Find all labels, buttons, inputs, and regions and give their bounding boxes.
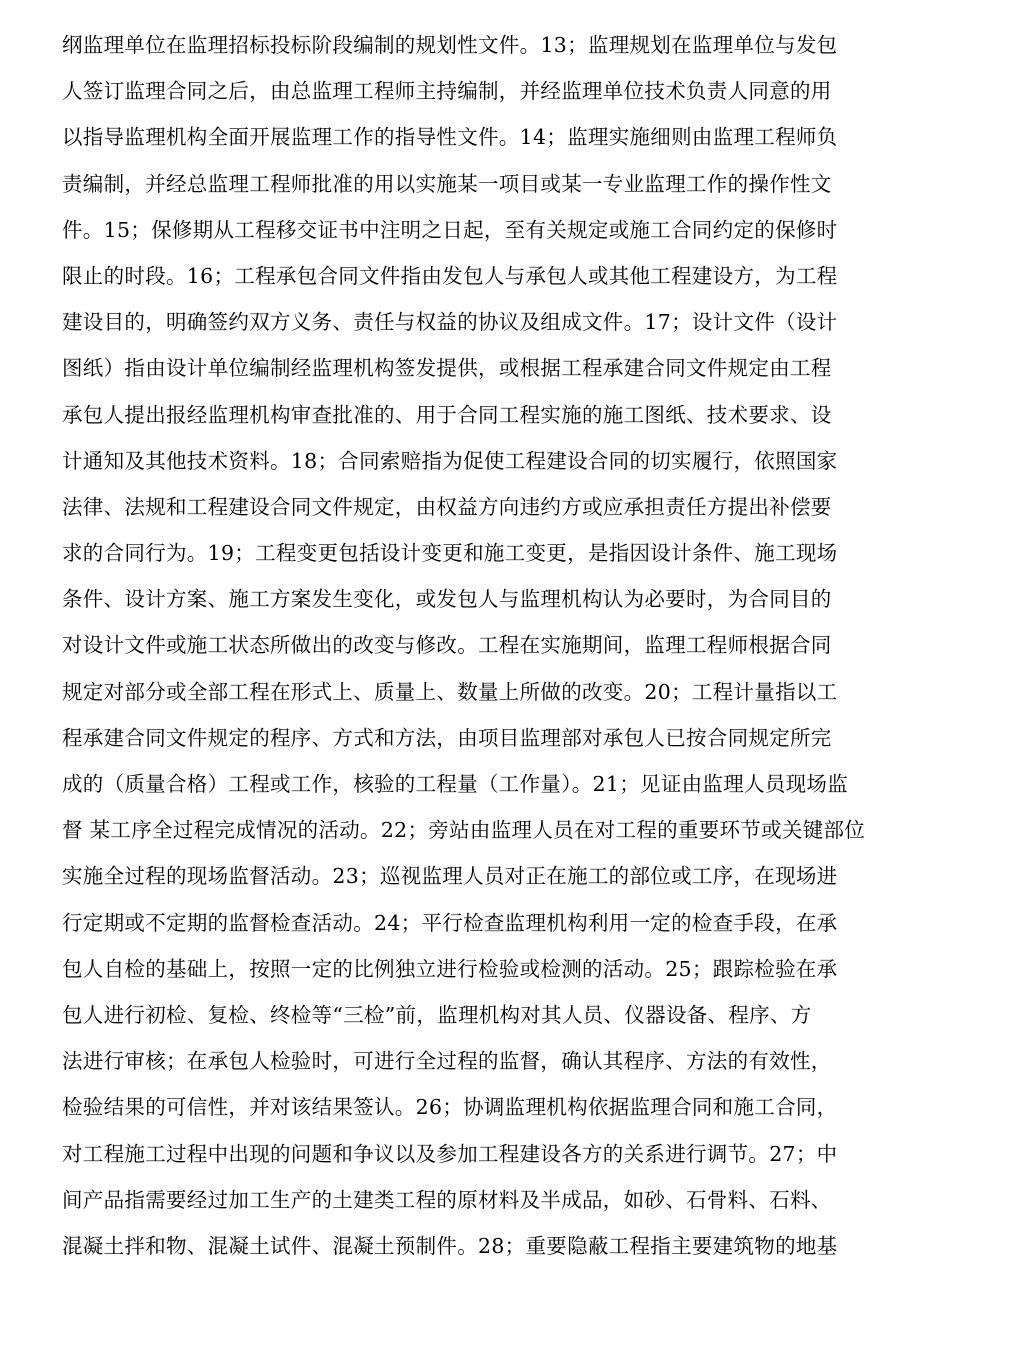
text-line-16: 程承建合同文件规定的程序、方式和方法，由项目监理部对承包人已按合同规定所完 [62,725,832,750]
text-line-3: 以指导监理机构全面开展监理工作的指导性文件。14；监理实施细则由监理工程师负 [62,125,838,150]
text-line-18: 督 某工序全过程完成情况的活动。22；旁站由监理人员在对工程的重要环节或关键部位 [62,818,866,843]
text-line-7: 建设目的，明确签约双方义务、责任与权益的协议及组成文件。17；设计文件（设计 [62,310,838,335]
text-line-14: 对设计文件或施工状态所做出的改变与修改。工程在实施期间，监理工程师根据合同 [62,633,832,658]
text-line-27: 混凝土拌和物、混凝土试件、混凝土预制件。28；重要隐蔽工程指主要建筑物的地基 [62,1233,838,1258]
text-line-1: 纲监理单位在监理招标投标阶段编制的规划性文件。13；监理规划在监理单位与发包 [62,33,838,57]
text-line-13: 条件、设计方案、施工方案发生变化，或发包人与监理机构认为必要时，为合同目的 [62,587,832,612]
text-line-8: 图纸）指由设计单位编制经监理机构签发提供，或根据工程承建合同文件规定由工程 [62,356,832,381]
text-line-26: 间产品指需要经过加工生产的土建类工程的原材料及半成品，如砂、石骨料、石料、 [62,1187,832,1212]
text-line-25: 对工程施工过程中出现的问题和争议以及参加工程建设各方的关系进行调节。27；中 [62,1141,838,1166]
text-line-5: 件。15；保修期从工程移交证书中注明之日起，至有关规定或施工合同约定的保修时 [62,217,838,242]
text-line-20: 行定期或不定期的监督检查活动。24；平行检查监理机构利用一定的检查手段，在承 [62,910,838,935]
body-text [62,22,962,1269]
text-line-17: 成的（质量合格）工程或工作，核验的工程量（工作量）。21；见证由监理人员现场监 [62,772,849,796]
text-line-10: 计通知及其他技术资料。18；合同索赔指为促使工程建设合同的切实履行，依照国家 [62,448,838,473]
text-line-15: 规定对部分或全部工程在形式上、质量上、数量上所做的改变。20；工程计量指以工 [62,679,838,704]
text-line-23: 法进行审核；在承包人检验时，可进行全过程的监督，确认其程序、方法的有效性， [62,1049,832,1074]
text-line-4: 责编制，并经总监理工程师批准的用以实施某一项目或某一专业监理工作的操作性文 [62,171,832,196]
text-line-11: 法律、法规和工程建设合同文件规定，由权益方向违约方或应承担责任方提出补偿要 [62,494,832,519]
text-line-24: 检验结果的可信性，并对该结果签认。26；协调监理机构依据监理合同和施工合同， [62,1095,838,1120]
text-line-21: 包人自检的基础上，按照一定的比例独立进行检验或检测的活动。25；跟踪检验在承 [62,956,838,981]
text-line-19: 实施全过程的现场监督活动。23；巡视监理人员对正在施工的部位或工序，在现场进 [62,864,838,889]
text-line-12: 求的合同行为。19；工程变更包括设计变更和施工变更，是指因设计条件、施工现场 [62,541,838,566]
text-line-6: 限止的时段。16；工程承包合同文件指由发包人与承包人或其他工程建设方，为工程 [62,263,838,288]
text-line-22: 包人进行初检、复检、终检等“三检”前，监理机构对其人员、仪器设备、程序、方 [62,1002,812,1027]
text-line-2: 人签订监理合同之后，由总监理工程师主持编制，并经监理单位技术负责人同意的用 [62,79,832,104]
text-line-9: 承包人提出报经监理机构审查批准的、用于合同工程实施的施工图纸、技术要求、设 [62,402,832,427]
